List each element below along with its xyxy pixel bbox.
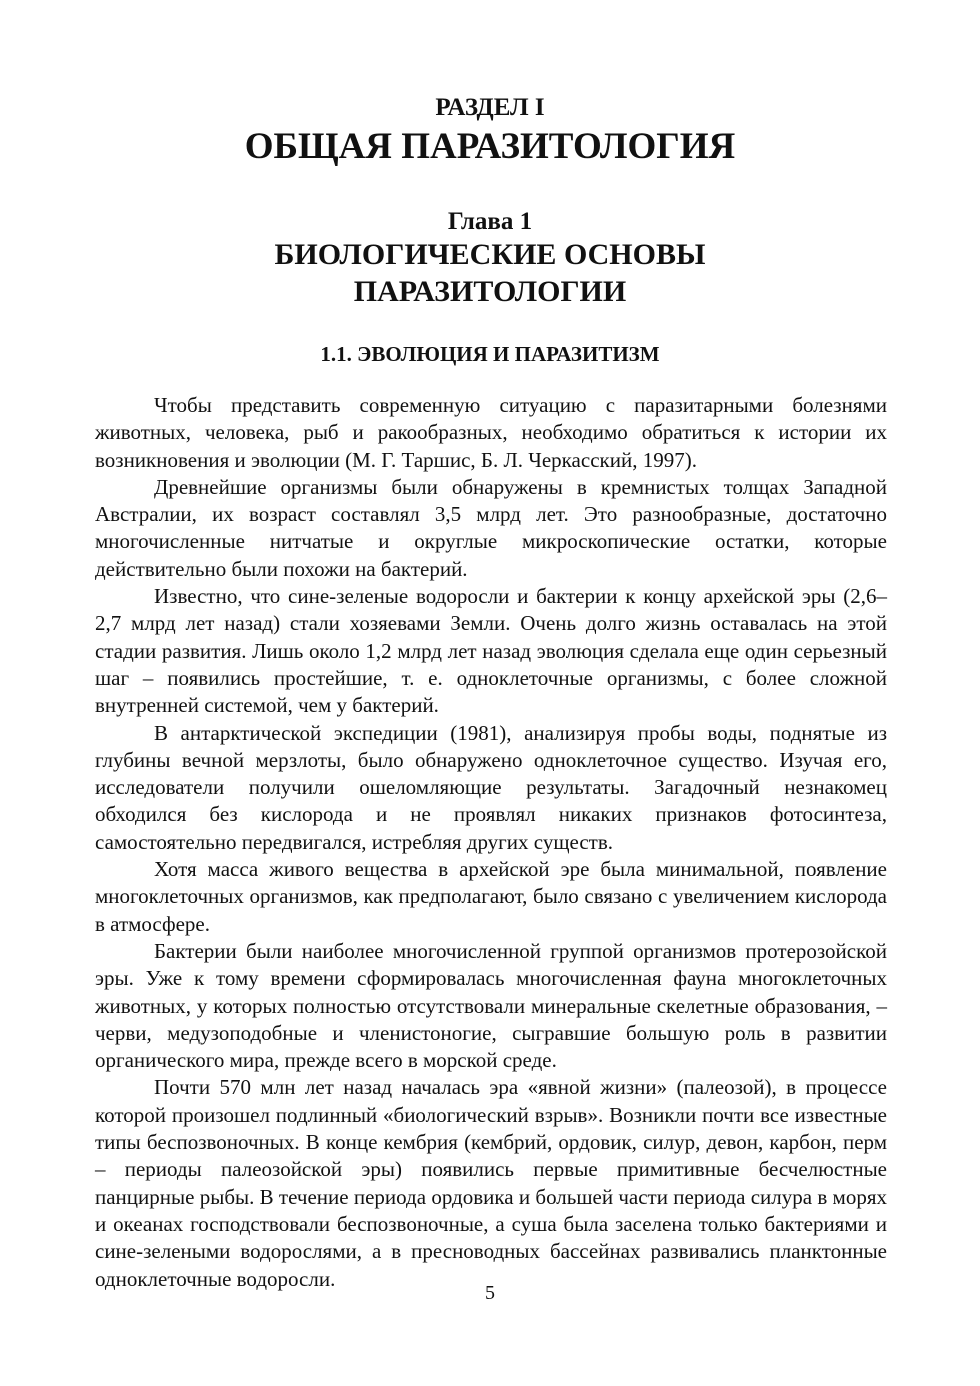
paragraph: Чтобы представить современную ситуацию с паразитарными болезнями животных, человека, рыб и ракообразных, необходимо обратиться к истории их возникновения и эволюции (М. Г. Таршис, Б. Л. Черкасский, 1997). [95, 393, 887, 472]
paragraph: В антарктической экспедиции (1981), анализируя пробы воды, поднятые из глубины вечной мерзлоты, было обнаружено одноклеточное существо. Изучая его, исследователи получили ошеломляющие результаты. Загадочный незнакомец обходился без кислорода и не проявлял никаких признаков фотосинтеза, самостоятельно передвигался, истребляя других существ. [95, 720, 887, 854]
section-title: ОБЩАЯ ПАРАЗИТОЛОГИЯ [244, 126, 736, 167]
subsection-title: 1.1. ЭВОЛЮЦИЯ И ПАРАЗИТИЗМ [320, 342, 660, 366]
paragraph: Бактерии были наиболее многочисленной группой организмов протерозойской эры. Уже к тому времени сформировалась многочисленная фауна многоклеточных животных, у которых полностью отсутствовали минеральные скелетные образования, – черви, медузоподобные и членистоногие, сыгравшие большую роль в развитии органического мира, прежде всего в морской среде. [95, 938, 887, 1073]
chapter-title-line: ПАРАЗИТОЛОГИИ [353, 275, 627, 308]
body-text [95, 392, 887, 1293]
chapter-label: Глава 1 [447, 208, 533, 235]
page-number: 5 [485, 1282, 495, 1304]
section-label: РАЗДЕЛ I [435, 94, 545, 121]
chapter-title-line: БИОЛОГИЧЕСКИЕ ОСНОВЫ [274, 238, 706, 271]
paragraph: Древнейшие организмы были обнаружены в кремнистых толщах Западной Австралии, их возраст составлял 3,5 млрд лет. Это разнообразные, достаточно многочисленные нитчатые и округлые микроскопические остатки, которые действительно были похожи на бактерий. [95, 474, 887, 581]
paragraph: Почти 570 млн лет назад началась эра «явной жизни» (палеозой), в процессе которой произошел подлинный «биологический взрыв». Возникли почти все известные типы беспозвоночных. В конце кембрия (кембрий, ордовик, силур, девон, карбон, перм – периоды палеозойской эры) появились первые примитивные бесчелюстные панцирные рыбы. В течение периода ордовика и большей части периода силура в морях и океанах господствовали беспозвоночные, а суша была заселена только бактериями и сине-зелеными водорослями, а в пресноводных бассейнах развивались планктонные одноклеточные водоросли. [95, 1075, 887, 1291]
chapter-title [95, 236, 885, 310]
paragraph: Известно, что сине-зеленые водоросли и бактерии к концу архейской эры (2,6–2,7 млрд лет назад) стали хозяевами Земли. Очень долго жизнь оставалась на этой стадии развития. Лишь около 1,2 млрд лет назад эволюция сделала еще один серьезный шаг – появились простейшие, т. е. одноклеточные организмы, с более сложной внутренней системой, чем у бактерий. [95, 584, 887, 718]
paragraph: Хотя масса живого вещества в архейской эре была минимальной, появление многоклеточных организмов, как предполагают, было связано с увеличением кислорода в атмосфере. [95, 857, 887, 936]
